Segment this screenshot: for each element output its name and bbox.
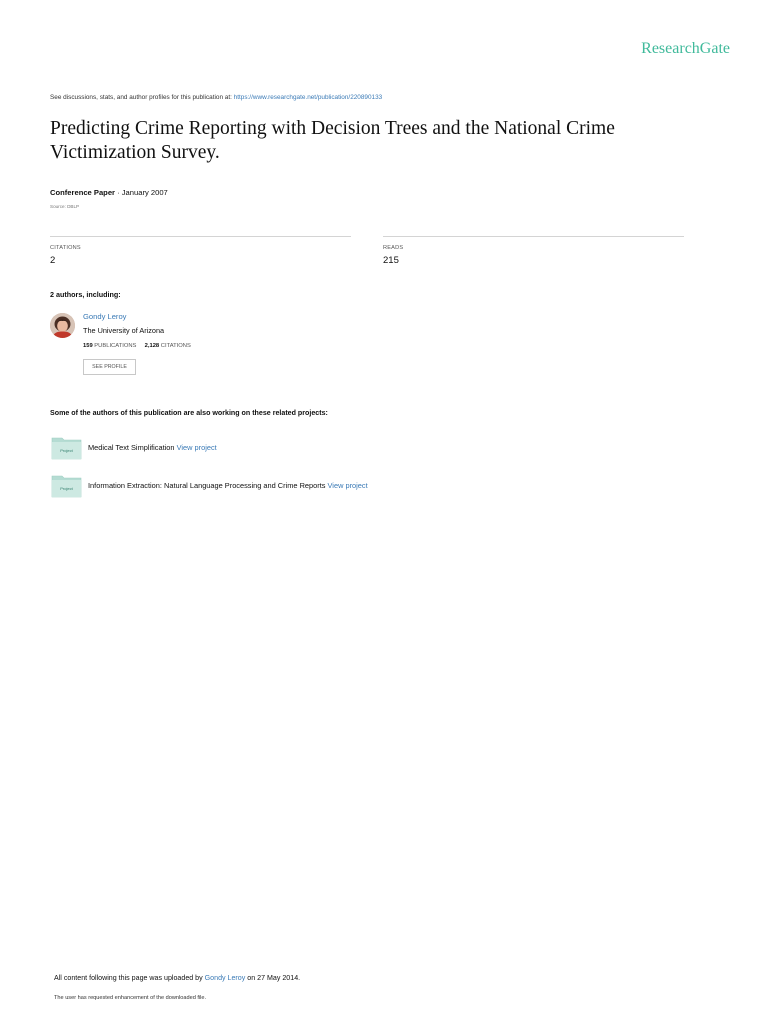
upload-prefix: All content following this page was uploaded by bbox=[54, 974, 203, 982]
author-name-link[interactable]: Gondy Leroy bbox=[83, 312, 127, 321]
paper-date: January 2007 bbox=[121, 188, 168, 197]
upload-suffix: on 27 May 2014. bbox=[247, 974, 301, 982]
upload-note bbox=[54, 974, 300, 982]
reads-divider bbox=[383, 236, 684, 237]
reads-value: 215 bbox=[383, 255, 399, 266]
uploader-link[interactable]: Gondy Leroy bbox=[204, 974, 246, 982]
researchgate-logo[interactable]: ResearchGate bbox=[641, 40, 730, 57]
project-thumb-label: Project bbox=[60, 448, 73, 453]
reads-label: READS bbox=[383, 245, 404, 251]
author-publications-count: 159 bbox=[83, 343, 93, 349]
author-photo-icon bbox=[50, 313, 75, 338]
citations-label: CITATIONS bbox=[50, 245, 81, 251]
project-folder-icon bbox=[51, 436, 82, 460]
discussion-line bbox=[50, 94, 382, 101]
author-citations-label: CITATIONS bbox=[160, 343, 191, 349]
view-project-link[interactable]: View project bbox=[176, 443, 217, 452]
author-stats bbox=[83, 343, 191, 349]
project-thumbnail[interactable] bbox=[51, 436, 82, 460]
discussion-text: See discussions, stats, and author profiles for this publication at: bbox=[50, 94, 232, 101]
author-institution: The University of Arizona bbox=[83, 326, 165, 335]
paper-source: Source: DBLP bbox=[50, 204, 80, 209]
author-citations-count: 2,128 bbox=[144, 343, 160, 349]
project-thumb-label: Project bbox=[60, 486, 73, 491]
paper-title: Predicting Crime Reporting with Decision Trees and the National Crime Victimization Survey. bbox=[50, 118, 615, 163]
project-title: Medical Text Simplification bbox=[88, 443, 175, 452]
project-thumbnail[interactable] bbox=[51, 474, 82, 498]
projects-heading: Some of the authors of this publication are also working on these related projects: bbox=[50, 409, 328, 417]
publication-url-link[interactable]: https://www.researchgate.net/publication/220890133 bbox=[233, 94, 383, 101]
authors-heading: 2 authors, including: bbox=[50, 290, 121, 299]
paper-meta bbox=[50, 188, 168, 197]
project-item bbox=[88, 443, 217, 452]
paper-meta-separator: · bbox=[115, 188, 122, 197]
enhancement-note: The user has requested enhancement of the downloaded file. bbox=[54, 995, 207, 1001]
project-title: Information Extraction: Natural Language Processing and Crime Reports bbox=[88, 481, 326, 490]
citations-value: 2 bbox=[50, 255, 56, 266]
citations-divider bbox=[50, 236, 351, 237]
author-avatar[interactable] bbox=[50, 313, 75, 338]
author-publications-label: PUBLICATIONS bbox=[94, 343, 137, 349]
see-profile-button[interactable]: SEE PROFILE bbox=[83, 359, 136, 375]
view-project-link[interactable]: View project bbox=[327, 481, 368, 490]
project-folder-icon bbox=[51, 474, 82, 498]
project-item bbox=[88, 481, 368, 490]
paper-type: Conference Paper bbox=[50, 188, 115, 197]
